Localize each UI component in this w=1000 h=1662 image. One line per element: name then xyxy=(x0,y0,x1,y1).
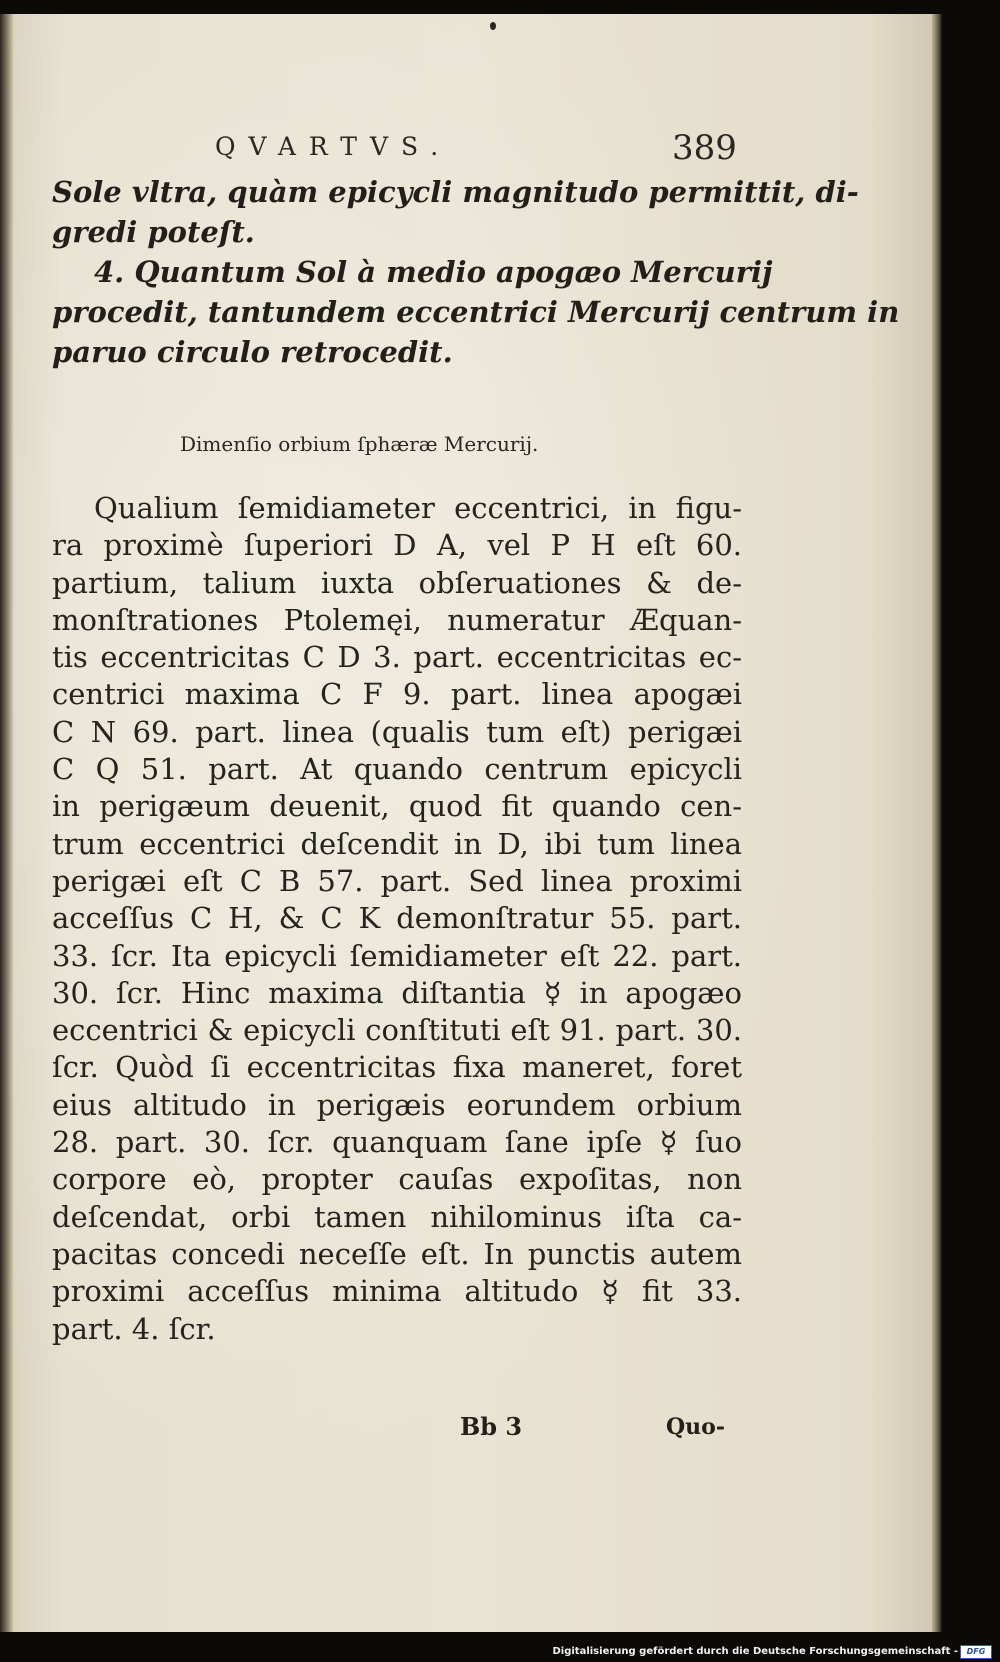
body-line: pacitas concedi neceſſe eſt. In punctis autem xyxy=(52,1236,742,1271)
body-line: centrici maxima C F 9. part. linea apogæi xyxy=(52,677,742,712)
rule-line: paruo circulo retrocedit. xyxy=(52,335,453,369)
rule-line: 4. Quantum Sol à medio apogæo Mercurij xyxy=(94,255,773,289)
body-line: trum eccentrici deſcendit in D, ibi tum linea xyxy=(52,826,742,861)
italic-line: Sole vltra, quàm epicycli magnitudo permittit, di- xyxy=(52,175,859,209)
rule-four xyxy=(52,252,900,372)
body-line: perigæi eſt C B 57. part. Sed linea proximi xyxy=(52,863,742,898)
body-line: proximi acceſſus minima altitudo ☿ fit 33. xyxy=(52,1274,742,1309)
body-line: eccentrici & epicycli conſtituti eſt 91. part. 30. xyxy=(52,1013,742,1048)
catchword: Quo- xyxy=(666,1414,725,1440)
page-gutter-shadow xyxy=(0,14,14,1632)
body-line: part. 4. ſcr. xyxy=(52,1311,216,1346)
ink-mark xyxy=(490,22,496,30)
body-line: tis eccentricitas C D 3. part. eccentricitas ec- xyxy=(52,640,742,675)
body-line: ra proximè ſuperiori D A, vel P H eſt 60. xyxy=(52,528,742,563)
body-line: eius altitudo in perigæis eorundem orbium xyxy=(52,1087,742,1122)
body-line: in perigæum deuenit, quod fit quando cen- xyxy=(52,789,742,824)
body-line: partium, talium iuxta obſeruationes & de- xyxy=(52,565,742,600)
body-paragraph xyxy=(52,490,742,1348)
funding-credit: Digitalisierung gefördert durch die Deutsche Forschungsgemeinschaft - xyxy=(552,1646,958,1657)
rule-line: procedit, tantundem eccentrici Mercurij centrum in xyxy=(52,295,900,329)
page-edge xyxy=(932,14,942,1632)
body-line: C N 69. part. linea (qualis tum eſt) perigæi xyxy=(52,714,742,749)
italic-line: gredi poteſt. xyxy=(52,215,255,249)
running-head: QVARTVS. xyxy=(215,132,452,161)
body-line: corpore eò, propter cauſas expoſitas, non xyxy=(52,1162,742,1197)
section-heading: Dimenſio orbium ſphæræ Mercurij. xyxy=(180,432,539,456)
italic-continuation xyxy=(52,172,859,252)
body-line: 33. ſcr. Ita epicycli ſemidiameter eſt 22. part. xyxy=(52,938,742,973)
body-line: C Q 51. part. At quando centrum epicycli xyxy=(52,752,742,787)
dfg-logo: DFG xyxy=(960,1645,992,1659)
body-line: acceſſus C H, & C K demonſtratur 55. part. xyxy=(52,901,742,936)
body-line: 30. ſcr. Hinc maxima diſtantia ☿ in apogæo xyxy=(52,975,742,1010)
signature-mark: Bb 3 xyxy=(460,1412,523,1441)
body-line: 28. part. 30. ſcr. quanquam ſane ipſe ☿ ſuo xyxy=(52,1125,742,1160)
body-line: ſcr. Quòd ſi eccentricitas fixa maneret, foret xyxy=(52,1050,742,1085)
body-line: deſcendat, orbi tamen nihilominus iſta ca- xyxy=(52,1199,742,1234)
body-line: monſtrationes Ptolemęi, numeratur Æquan- xyxy=(52,602,742,637)
body-line: Qualium ſemidiameter eccentrici, in figu- xyxy=(94,491,742,525)
page-number: 389 xyxy=(672,128,737,168)
